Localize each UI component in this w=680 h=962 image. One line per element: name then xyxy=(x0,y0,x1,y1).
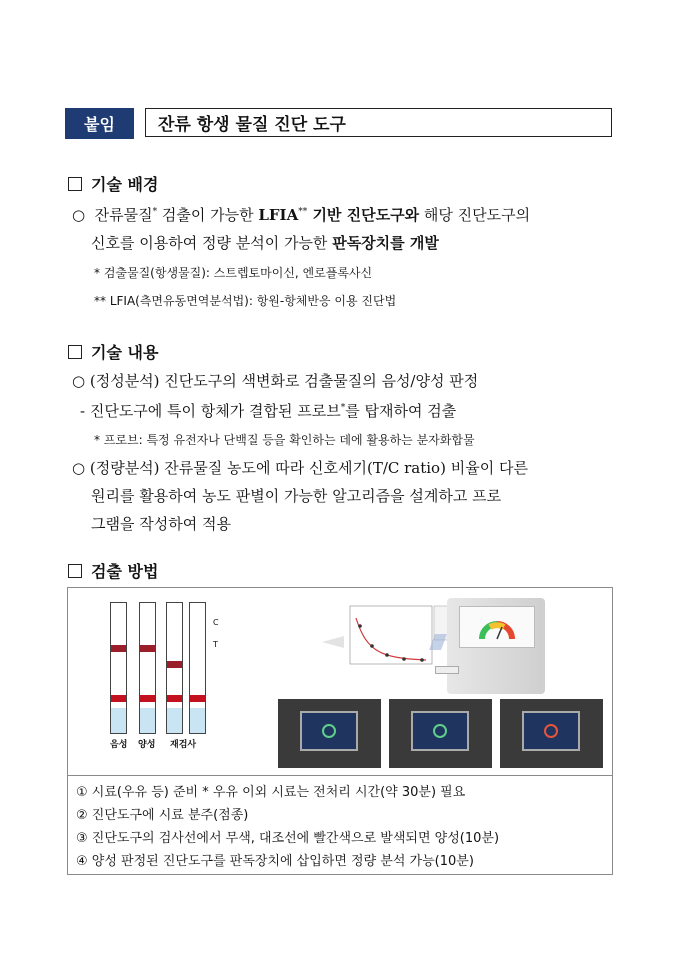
sample-pad xyxy=(111,695,126,702)
figure-divider xyxy=(68,775,612,776)
text-segment: 잔류물질 xyxy=(94,206,153,224)
content-line-5: 그램을 작성하여 적용 xyxy=(91,515,231,533)
strip-bottom xyxy=(190,708,205,733)
control-line xyxy=(111,645,126,652)
footnote-mark: ** xyxy=(298,207,308,217)
device-display xyxy=(459,606,535,648)
background-line-2 xyxy=(91,232,439,253)
control-line xyxy=(140,645,155,652)
footnote-mark: * xyxy=(152,207,158,217)
checkbox-square-icon xyxy=(68,564,82,578)
reader-device-image xyxy=(282,592,600,696)
strip-bottom xyxy=(111,708,126,733)
probe-footnote: * 프로브: 특정 유전자나 단백질 등을 확인하는 데에 활용하는 분자화합물 xyxy=(94,433,475,447)
page-title xyxy=(145,108,612,137)
step-3: ③ 진단도구의 검사선에서 무색, 대조선에 빨간색으로 발색되면 양성(10분) xyxy=(76,831,500,846)
reader-device xyxy=(447,598,545,694)
section-heading-text: 기술 내용 xyxy=(91,343,159,362)
content-line-4: 원리를 활용하여 농도 판별이 가능한 알고리즘을 설계하고 프로 xyxy=(91,487,502,505)
background-line-1 xyxy=(72,204,530,225)
bold-text: 기반 진단도구와 xyxy=(307,206,420,224)
bold-text: LFIA xyxy=(258,206,299,224)
strip-bottom xyxy=(167,708,182,733)
text-segment: 검출이 가능한 xyxy=(157,206,259,224)
device-screen xyxy=(522,711,580,751)
sample-pad xyxy=(167,695,182,702)
test-strip-positive xyxy=(139,602,156,734)
test-line-label: T xyxy=(213,640,218,649)
checkbox-square-icon xyxy=(68,177,82,191)
bullet-icon: ○ xyxy=(72,206,86,224)
test-strips-illustration xyxy=(110,602,228,754)
strip-label-retest: 재검사 xyxy=(170,740,197,750)
result-photo-2 xyxy=(389,699,492,768)
control-line-label: C xyxy=(213,618,219,627)
section-heading-background xyxy=(68,172,158,195)
section-heading-content xyxy=(68,340,158,363)
section-heading-text: 검출 방법 xyxy=(91,562,159,581)
section-heading-method xyxy=(68,559,158,582)
strip-label-negative: 음성 xyxy=(110,740,128,750)
strip-bottom xyxy=(140,708,155,733)
device-screen xyxy=(411,711,469,751)
result-ring-icon xyxy=(544,724,558,738)
checkbox-square-icon xyxy=(68,345,82,359)
attachment-tag: 붙임 xyxy=(65,108,134,139)
sample-pad xyxy=(140,695,155,702)
strip-slot xyxy=(435,666,459,674)
step-1: ① 시료(우유 등) 준비 * 우유 이외 시료는 전처리 시간(약 30분) 필요 xyxy=(76,785,466,800)
footnote-mark: * xyxy=(340,403,346,413)
test-line xyxy=(167,661,182,668)
result-ring-icon xyxy=(322,724,336,738)
text-segment: 해당 진단도구의 xyxy=(419,206,531,224)
bold-text: 판독장치를 개발 xyxy=(332,234,439,252)
test-strip-retest-1 xyxy=(166,602,183,734)
text-segment: 신호를 이용하여 정량 분석이 가능한 xyxy=(91,234,333,252)
footnote-2: ** LFIA(측면유동면역분석법): 항원-항체반응 이용 진단법 xyxy=(94,294,397,308)
page-title-text: 잔류 항생 물질 진단 도구 xyxy=(158,115,346,135)
content-line-2 xyxy=(80,400,456,421)
content-line-3: ○ (정량분석) 잔류물질 농도에 따라 신호세기(T/C ratio) 비율이 다른 xyxy=(72,459,528,477)
test-strip-negative xyxy=(110,602,127,734)
result-photo-1 xyxy=(278,699,381,768)
result-photo-3 xyxy=(500,699,603,768)
test-strip-retest-2 xyxy=(189,602,206,734)
text-segment: - 진단도구에 특이 항체가 결합된 프로브 xyxy=(80,402,341,420)
step-4: ④ 양성 판정된 진단도구를 판독장치에 삽입하면 정량 분석 가능(10분) xyxy=(76,854,474,869)
strip-label-positive: 양성 xyxy=(138,740,156,750)
content-line-1: ○ (정성분석) 진단도구의 색변화로 검출물질의 음성/양성 판정 xyxy=(72,372,479,390)
section-heading-text: 기술 배경 xyxy=(91,175,159,194)
text-segment: 를 탑재하여 검출 xyxy=(345,402,457,420)
sample-pad xyxy=(190,695,205,702)
result-ring-icon xyxy=(433,724,447,738)
footnote-1: * 검출물질(항생물질): 스트렙토마이신, 엔로플록사신 xyxy=(94,266,373,280)
step-2: ② 진단도구에 시료 분주(점종) xyxy=(76,808,249,823)
device-screen xyxy=(300,711,358,751)
gauge-icon xyxy=(460,607,534,647)
